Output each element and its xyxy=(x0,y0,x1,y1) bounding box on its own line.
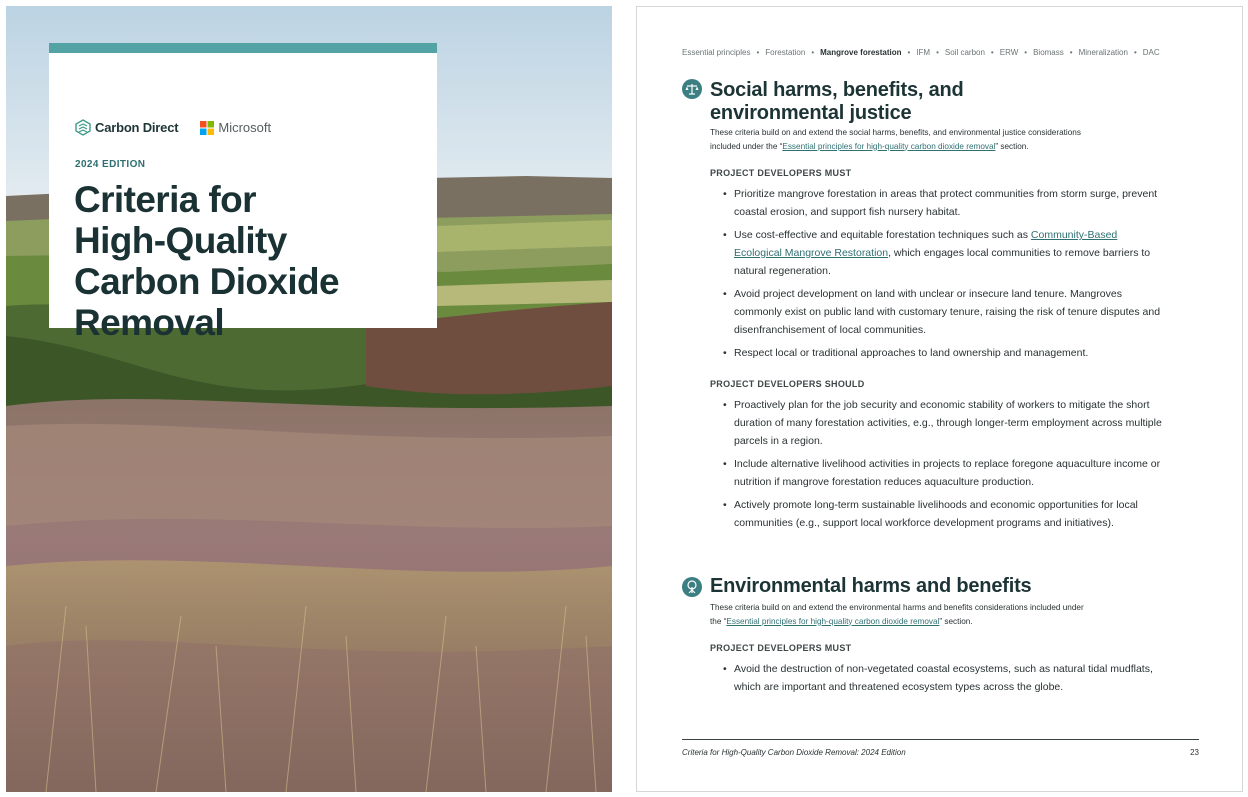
microsoft-logo xyxy=(200,120,271,135)
intro-line: These criteria build on and extend the social harms, benefits, and environmental justice considerations xyxy=(710,128,1081,137)
list-item: • Avoid the destruction of non-vegetated coastal ecosystems, such as natural tidal mudflats, which are important and threatened ecosystem types across the globe. xyxy=(723,660,1163,696)
environmental-section-intro xyxy=(710,601,1170,628)
list-item-text: Use cost-effective and equitable forestation techniques such as xyxy=(734,229,1031,241)
breadcrumb-mangrove-forestation[interactable]: Mangrove forestation xyxy=(820,48,902,57)
cover-title-line: Criteria for xyxy=(74,179,256,220)
cover-title-line: Carbon Dioxide xyxy=(74,261,340,302)
breadcrumb-ifm[interactable]: IFM xyxy=(916,48,931,57)
intro-text: included under the “ xyxy=(710,141,783,151)
breadcrumb-mineralization[interactable]: Mineralization xyxy=(1078,48,1128,57)
breadcrumb-separator: • xyxy=(1133,48,1137,57)
list-item: • Respect local or traditional approaches to land ownership and management. xyxy=(723,344,1163,362)
edition-label: 2024 EDITION xyxy=(75,159,146,170)
social-title-line: Social harms, benefits, and xyxy=(710,79,964,101)
microsoft-icon xyxy=(200,121,214,135)
social-title-line: environmental justice xyxy=(710,102,912,124)
cbemr-link[interactable]: Community-Based Ecological Mangrove Restoration xyxy=(734,229,1118,259)
intro-line: These criteria build on and extend the environmental harms and benefits considerations included under xyxy=(710,603,1084,612)
intro-line xyxy=(710,140,1170,154)
social-should-heading: PROJECT DEVELOPERS SHOULD xyxy=(710,379,865,389)
breadcrumb-erw[interactable]: ERW xyxy=(999,48,1019,57)
footer-divider xyxy=(682,739,1199,740)
list-item xyxy=(723,226,1163,280)
breadcrumb-essential-principles[interactable]: Essential principles xyxy=(682,48,751,57)
breadcrumb-separator: • xyxy=(1024,48,1028,57)
social-must-list xyxy=(723,185,1163,367)
list-item: • Prioritize mangrove forestation in areas that protect communities from storm surge, prevent coastal erosion, and support fish nursery habitat. xyxy=(723,185,1163,221)
essential-principles-link[interactable]: Essential principles for high-quality carbon dioxide removal xyxy=(726,616,940,626)
list-item: • Actively promote long-term sustainable livelihoods and economic opportunities for local communities (e.g., support local workforce development programs and initiatives). xyxy=(723,496,1163,532)
breadcrumb-separator: • xyxy=(990,48,994,57)
page-number: 23 xyxy=(1190,748,1199,757)
section-breadcrumb xyxy=(682,48,1160,57)
microsoft-wordmark: Microsoft xyxy=(218,120,272,135)
intro-line xyxy=(710,615,1170,629)
cover-title-line: Removal xyxy=(74,302,225,343)
cover-title-card xyxy=(49,43,437,343)
footer-report-title: Criteria for High-Quality Carbon Dioxide Removal: 2024 Edition xyxy=(682,748,906,757)
intro-text: ” section. xyxy=(939,616,973,626)
environmental-must-heading: PROJECT DEVELOPERS MUST xyxy=(710,643,852,653)
breadcrumb-biomass[interactable]: Biomass xyxy=(1033,48,1064,57)
breadcrumb-dac[interactable]: DAC xyxy=(1142,48,1160,57)
breadcrumb-soil-carbon[interactable]: Soil carbon xyxy=(944,48,985,57)
carbon-direct-wordmark: Carbon Direct xyxy=(95,120,179,135)
breadcrumb-separator: • xyxy=(1069,48,1073,57)
breadcrumb-separator: • xyxy=(811,48,815,57)
carbon-direct-icon xyxy=(75,119,91,136)
list-item-text: , which engages local communities to remove barriers to natural regeneration. xyxy=(734,247,1151,277)
report-page xyxy=(636,6,1243,792)
intro-text: ” section. xyxy=(995,141,1029,151)
list-item: • Avoid project development on land with unclear or insecure land tenure. Mangroves commonly exist on public land with customary tenure, raising the risk of tenure disputes and disenfranchisement of local communities. xyxy=(723,285,1163,339)
list-item: • Proactively plan for the job security and economic stability of workers to mitigate the short duration of many forestation activities, e.g., through longer-term employment across multiple parcels in a region. xyxy=(723,396,1163,450)
report-cover xyxy=(6,6,612,792)
partner-logos xyxy=(75,119,271,136)
environmental-must-list xyxy=(723,660,1163,701)
carbon-direct-logo xyxy=(75,119,178,136)
social-section-intro xyxy=(710,126,1170,153)
intro-text: the “ xyxy=(710,616,727,626)
balance-scale-icon xyxy=(682,79,702,99)
social-section-title xyxy=(710,79,964,125)
breadcrumb-forestation[interactable]: Forestation xyxy=(765,48,806,57)
essential-principles-link[interactable]: Essential principles for high-quality carbon dioxide removal xyxy=(782,141,996,151)
environmental-section-title: Environmental harms and benefits xyxy=(710,575,1032,597)
cover-title xyxy=(74,179,424,343)
breadcrumb-separator: • xyxy=(756,48,760,57)
breadcrumb-separator: • xyxy=(936,48,939,57)
breadcrumb-separator: • xyxy=(907,48,911,57)
social-must-heading: PROJECT DEVELOPERS MUST xyxy=(710,168,852,178)
social-should-list xyxy=(723,396,1163,537)
cover-title-line: High-Quality xyxy=(74,220,287,261)
list-item: • Include alternative livelihood activities in projects to replace foregone aquaculture income or nutrition if mangrove forestation reduces aquaculture production. xyxy=(723,455,1163,491)
tree-icon xyxy=(682,577,702,597)
cover-accent-bar xyxy=(49,43,437,53)
